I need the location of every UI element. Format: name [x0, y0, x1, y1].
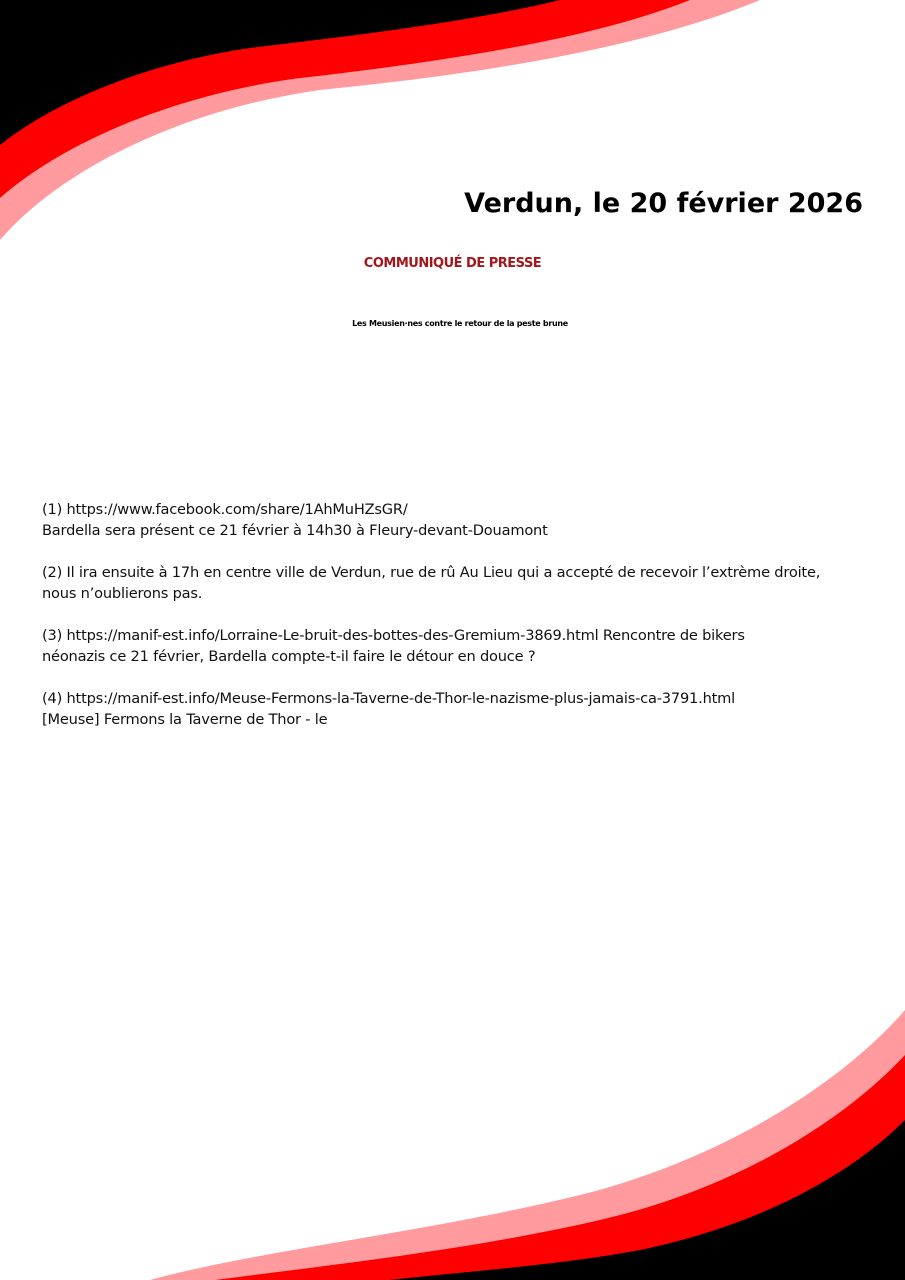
footnote-1-line-2: Bardella sera présent ce 21 février à 14h30 à Fleury-devant-Douamont [42, 521, 548, 539]
top-wave-decoration [0, 0, 905, 260]
footnote-2-line-1: (2) Il ira ensuite à 17h en centre ville de Verdun, rue de rû Au Lieu qui a accepté de recevoir l’extrème droite, [42, 564, 821, 581]
press-release-subtitle: Les Meusien·nes contre le retour de la peste brune [352, 319, 568, 328]
footnote-4-line-1: (4) https://manif-est.info/Meuse-Fermons-la-Taverne-de-Thor-le-nazisme-plus-jamais-ca-3791.html [42, 690, 736, 707]
footnote-3-line-2: néonazis ce 21 février, Bardella compte-t-il faire le détour en douce ? [42, 647, 536, 665]
footnote-4 [42, 689, 872, 730]
footnote-2-line-2: nous n’oublierons pas. [42, 584, 203, 602]
footnotes [42, 500, 872, 752]
footnote-2 [42, 563, 872, 604]
press-release-title: COMMUNIQUÉ DE PRESSE [363, 256, 542, 271]
footnote-4-line-2: [Meuse] Fermons la Taverne de Thor - le [42, 710, 328, 728]
footnote-1 [42, 500, 872, 541]
footnote-3-line-1: (3) https://manif-est.info/Lorraine-Le-bruit-des-bottes-des-Gremium-3869.html Rencontre de bikers [42, 627, 745, 644]
bottom-wave-decoration [0, 1010, 905, 1280]
footnote-1-line-1: (1) https://www.facebook.com/share/1AhMuHZsGR/ [42, 501, 408, 518]
footnote-3 [42, 626, 872, 667]
document-date: Verdun, le 20 février 2026 [464, 188, 863, 219]
